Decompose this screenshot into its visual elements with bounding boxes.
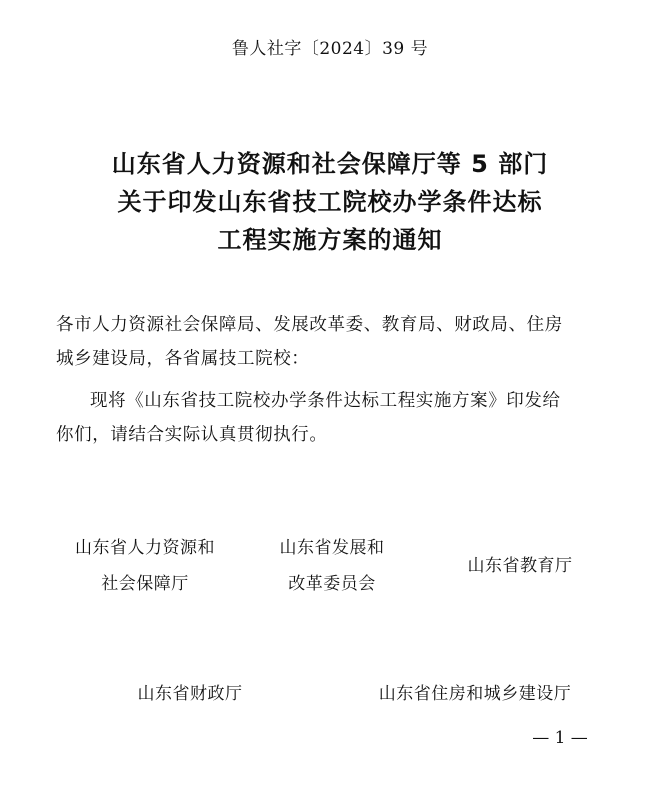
document-title [0,145,660,259]
title-line-2: 关于印发山东省技工院校办学条件达标 [117,188,543,216]
signatory-ndrc-line-1: 山东省发展和 [279,538,385,558]
signatory-finance [115,676,265,712]
signatory-housing [360,676,590,712]
signatory-ndrc-line-2: 改革委员会 [288,574,376,594]
recipients-line-1: 各市人力资源社会保障局、发展改革委、教育局、财政局、住房 [56,315,563,335]
page-number: — 1 — [532,728,588,748]
recipients-paragraph [56,308,616,376]
signatory-hrss-line-1: 山东省人力资源和 [75,538,215,558]
signatory-education [450,548,590,584]
signatory-hrss-line-2: 社会保障厅 [101,574,189,594]
signatory-housing-name: 山东省住房和城乡建设厅 [378,684,572,704]
recipients-line-2: 城乡建设局，各省属技工院校： [56,349,310,369]
title-line-3: 工程实施方案的通知 [217,226,443,254]
signatory-education-name: 山东省教育厅 [467,556,573,576]
signatory-ndrc [262,530,402,602]
body-line-1: 现将《山东省技工院校办学条件达标工程实施方案》印发给 [90,391,561,411]
title-line-1: 山东省人力资源和社会保障厅等 5 部门 [111,150,549,178]
document-number: 鲁人社字〔2024〕39 号 [231,39,429,59]
body-line-2: 你们，请结合实际认真贯彻执行。 [56,425,328,445]
signatory-finance-name: 山东省财政厅 [137,684,243,704]
signatory-hrss [60,530,230,602]
body-paragraph [56,384,616,452]
